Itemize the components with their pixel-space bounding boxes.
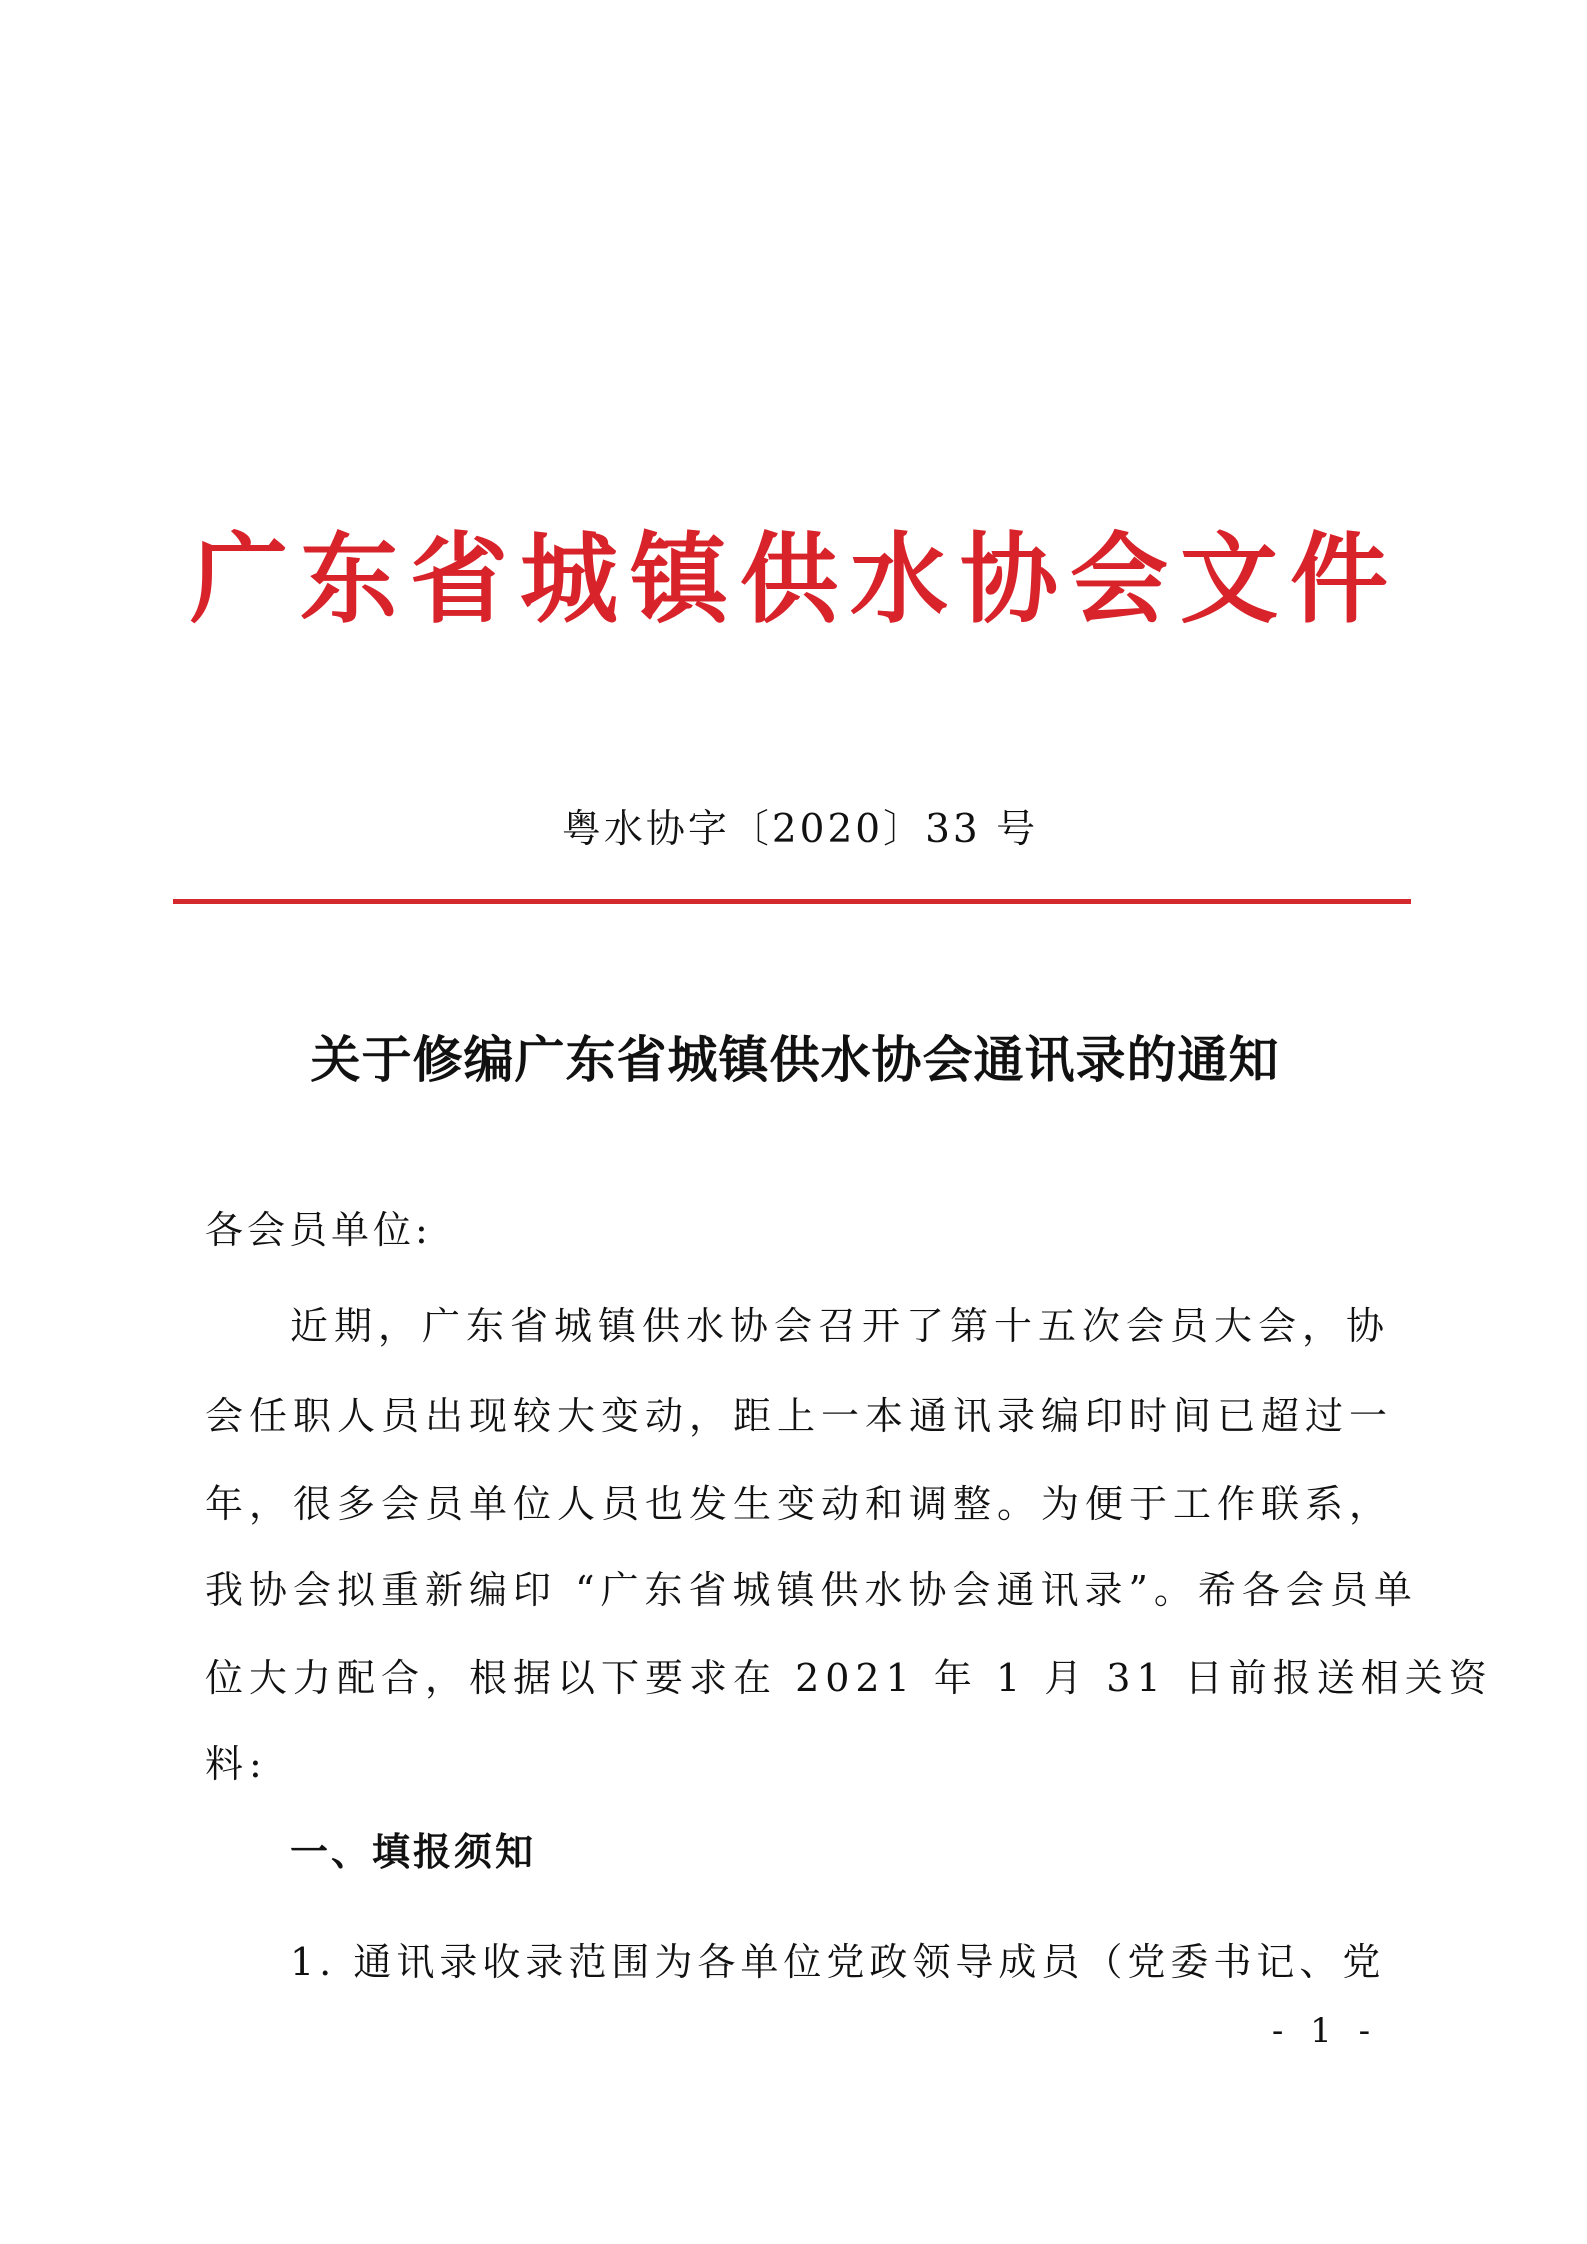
document-number: 粤水协字〔2020〕33 号 bbox=[561, 807, 1039, 852]
salutation: 各会员单位: bbox=[205, 1208, 432, 1252]
paragraph-line: 料: bbox=[205, 1742, 268, 1786]
masthead-title: 广东省城镇供水协会文件 bbox=[189, 522, 1400, 637]
paragraph-line: 位大力配合，根据以下要求在 2021 年 1 月 31 日前报送相关资 bbox=[205, 1656, 1493, 1700]
paragraph-line: 会任职人员出现较大变动，距上一本通讯录编印时间已超过一 bbox=[205, 1394, 1394, 1438]
paragraph-line: 近期，广东省城镇供水协会召开了第十五次会员大会，协 bbox=[290, 1304, 1391, 1348]
section-heading: 一、填报须知 bbox=[290, 1830, 537, 1874]
paragraph-line: 我协会拟重新编印 “广东省城镇供水协会通讯录”。希各会员单 bbox=[205, 1568, 1418, 1612]
paragraph-line: 年，很多会员单位人员也发生变动和调整。为便于工作联系， bbox=[205, 1482, 1394, 1526]
list-item: 1. 通讯录收录范围为各单位党政领导成员（党委书记、党 bbox=[290, 1940, 1386, 1984]
page-number: - 1 - bbox=[1271, 2011, 1379, 2051]
notice-title: 关于修编广东省城镇供水协会通讯录的通知 bbox=[310, 1030, 1280, 1089]
red-divider-line bbox=[173, 899, 1411, 904]
